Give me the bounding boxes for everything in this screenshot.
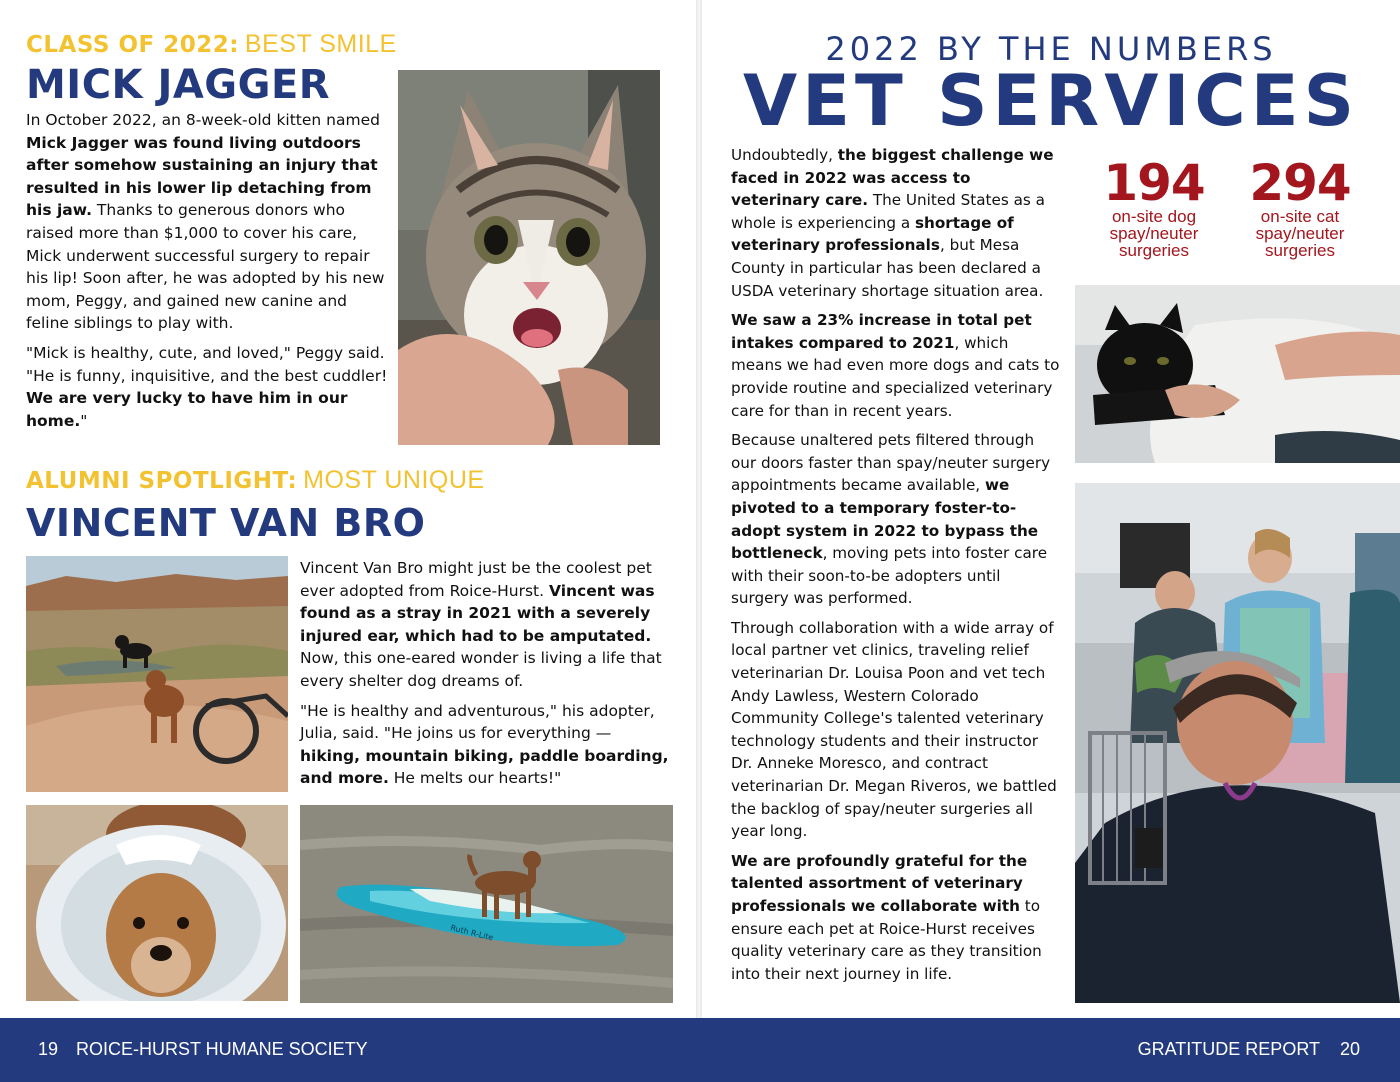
text-run: Through collaboration with a wide array of local partner vet clinics, traveling relief veterinarian Dr. Louisa Poon and vet tech Andy Lawless, Western Colorado Community College's talented veterinary technology students and their instructor Dr. Anneke Moresco, and contract veterinarian Dr. Megan Riveros, we battled the backlog of spay/neuter surgeries all year long.: [731, 618, 1057, 841]
bold-text-run: the biggest challenge we faced in 2022 was access to veterinary care.: [731, 146, 1054, 210]
vincent-kicker-bold: ALUMNI SPOTLIGHT:: [26, 468, 298, 494]
footer-report-title: GRATITUDE REPORT: [1137, 1039, 1320, 1059]
text-run: Thanks to generous donors who raised more than $1,000 to cover his care, Mick underwent successful surgery to repair his lip! Soon after, he was adopted by his new mom, Peggy, and gained new canine and feline siblings to play with.: [26, 201, 385, 333]
bold-text-run: Mick Jagger was found living outdoors after somehow sustaining an injury that resulted in his lower lip detaching from his jaw.: [26, 133, 378, 220]
mick-title: MICK JAGGER: [26, 62, 331, 108]
stat-dog-value: 194: [1103, 154, 1205, 212]
vincent-story: [300, 557, 672, 797]
text-run: , which means we had even more dogs and cats to provide routine and specialized veterinary care for than in recent years.: [731, 333, 1060, 420]
text-run: to ensure each pet at Roice-Hurst receives quality veterinary care as they transition into their next journey in life.: [731, 897, 1042, 983]
mick-paragraph-1: [26, 109, 388, 335]
vincent-kicker-light: MOST UNIQUE: [303, 466, 485, 494]
left-page: [0, 0, 696, 1018]
text-run: , moving pets into foster care with their soon-to-be adopters until surgery was performed.: [731, 544, 1048, 608]
bold-text-run: Vincent was found as a stray in 2021 with a severely injured ear, which had to be amputated.: [300, 581, 655, 645]
story-paragraph-4: [731, 617, 1063, 843]
text-run: Because unaltered pets filtered through our doors faster than spay/neuter surgery appointments became available,: [731, 431, 1051, 495]
story-paragraph-2: [731, 309, 1063, 422]
text-run: Now, this one-eared wonder is living a life that every shelter dog dreams of.: [300, 649, 662, 690]
story-paragraph-1: [731, 144, 1063, 302]
canyon-hike-photo: [26, 556, 288, 792]
stat-cat-value: 294: [1249, 154, 1351, 212]
stat-dog-label-2: spay/neuter: [1109, 224, 1199, 243]
vet-services-title: VET SERVICES: [742, 60, 1360, 142]
stat-cat-label-3: surgeries: [1265, 241, 1335, 260]
bold-text-run: we pivoted to a temporary foster-to-adopt system in 2022 to bypass the bottleneck: [731, 476, 1039, 563]
mick-kicker: [26, 30, 397, 59]
bold-text-run: We saw a 23% increase in total pet intakes compared to 2021: [731, 311, 1032, 352]
mick-kicker-light: BEST SMILE: [244, 30, 397, 58]
footer-bar: [0, 1018, 1400, 1082]
text-run: "Mick is healthy, cute, and loved," Peggy said. "He is funny, inquisitive, and the best cuddler!: [26, 343, 388, 385]
text-run: Undoubtedly,: [731, 146, 838, 164]
board-brand-text: Ruth R-Lite: [449, 923, 495, 943]
footer-left-page-number: 19: [38, 1039, 59, 1059]
bold-text-run: We are profoundly grateful for the talented assortment of veterinary professionals we collaborate with: [731, 851, 1028, 915]
vincent-paragraph-2: [300, 700, 672, 790]
bold-text-run: shortage of veterinary professionals: [731, 213, 1014, 255]
text-run: "He is healthy and adventurous," his adopter, Julia, said. "He joins us for everything —: [300, 701, 655, 743]
mick-paragraph-2: [26, 342, 388, 432]
text-run: ": [80, 411, 88, 430]
text-run: In October 2022, an 8-week-old kitten named: [26, 111, 380, 129]
dog-cone-photo: [26, 805, 288, 1001]
text-run: The United States as a whole is experiencing a: [731, 191, 1045, 232]
footer-org-name: ROICE-HURST HUMANE SOCIETY: [76, 1039, 368, 1059]
mick-kicker-bold: CLASS OF 2022:: [26, 32, 239, 58]
stat-cat-label-2: spay/neuter: [1255, 224, 1345, 243]
story-paragraph-3: [731, 429, 1063, 610]
vincent-paragraph-1: [300, 557, 672, 693]
paddle-board-photo: [300, 805, 673, 1003]
vincent-title: VINCENT VAN BRO: [26, 501, 426, 545]
black-cat-photo: [1075, 285, 1400, 463]
stat-cat-surgeries: [1226, 154, 1374, 260]
stat-dog-surgeries: [1080, 154, 1228, 260]
right-page: [702, 0, 1400, 1018]
vet-services-story: [731, 144, 1063, 992]
text-run: He melts our hearts!": [388, 769, 562, 788]
mick-story: [26, 109, 388, 439]
numbers-kicker: 2022 BY THE NUMBERS: [825, 30, 1277, 68]
bold-text-run: hiking, mountain biking, paddle boarding, and more.: [300, 746, 669, 788]
kitten-photo: [398, 70, 660, 445]
story-paragraph-5: [731, 850, 1063, 986]
stat-cat-label-1: on-site cat: [1260, 207, 1340, 226]
bold-text-run: We are very lucky to have him in our home.: [26, 389, 348, 430]
stat-dog-label-1: on-site dog: [1111, 207, 1197, 226]
vet-team-photo: [1075, 483, 1400, 1003]
text-run: , but Mesa County in particular has been declared a USDA veterinary shortage situation area.: [731, 236, 1044, 300]
text-run: Vincent Van Bro might just be the coolest pet ever adopted from Roice-Hurst.: [300, 559, 652, 600]
footer-right-page-number: 20: [1339, 1039, 1360, 1059]
stat-dog-label-3: surgeries: [1119, 241, 1189, 260]
vincent-kicker: [26, 466, 485, 495]
